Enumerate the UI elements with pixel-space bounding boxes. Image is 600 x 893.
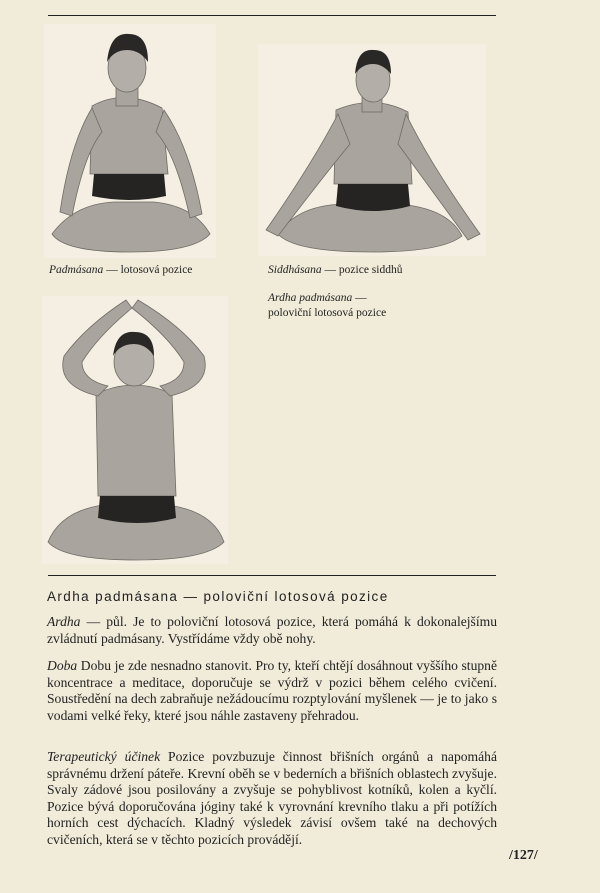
ardha-caption bbox=[268, 291, 386, 321]
ardha-desc: — bbox=[352, 292, 367, 304]
paragraph-ardha bbox=[47, 614, 497, 647]
paragraph-terapeuticky-ucinek bbox=[47, 749, 497, 849]
section-rule bbox=[48, 575, 496, 576]
ardha-padmasana-photo bbox=[42, 296, 228, 564]
ardha-term: Ardha padmásana bbox=[268, 292, 353, 304]
paragraph-text: Dobu je zde nesnadno stanovit. Pro ty, kteří chtějí dosáhnout vyššího stupně koncentrace a meditace, doporučuje se výdrž v pozici během celého cvičení. Soustředění na dech zabraňuje nežádoucímu rozptylování myšlenek — je to jako s vodami velké řeky, které jsou náhle zastaveny přehradou. bbox=[47, 658, 497, 723]
siddhasana-photo bbox=[258, 44, 486, 256]
top-rule bbox=[48, 15, 496, 16]
paragraph-term: Doba bbox=[47, 658, 78, 673]
siddhasana-desc: — pozice siddhů bbox=[321, 264, 403, 276]
paragraph-term: Terapeutický účinek bbox=[47, 749, 161, 764]
siddhasana-term: Siddhásana bbox=[268, 264, 322, 276]
section-title: Ardha padmásana — poloviční lotosová pozice bbox=[47, 589, 389, 604]
siddhasana-caption bbox=[268, 263, 402, 278]
padmasana-term: Padmásana bbox=[49, 264, 104, 276]
ardha-desc-line2: poloviční lotosová pozice bbox=[268, 307, 387, 319]
padmasana-caption bbox=[49, 263, 192, 278]
paragraph-text: Pozice povzbuzuje činnost břišních orgánů a napomáhá správnému držení páteře. Krevní oběh se v bederních a břišních oblastech zvyšuje. Svaly zádové jsou posilovány a zvyšuje se pohyblivost kotníků, kolen a kyčlí. Pozice bývá doporučována jóginy také k vyrovnání krevního tlaku a při potížích horních cest dýchacích. Kladný výsledek závisí ovšem také na dechových cvičeních, která se v těchto pozicích provádějí. bbox=[47, 749, 497, 847]
paragraph-term: Ardha bbox=[47, 614, 81, 629]
page-number: /127/ bbox=[509, 848, 538, 863]
padmasana-photo bbox=[44, 24, 216, 258]
padmasana-desc: — lotosová pozice bbox=[103, 264, 193, 276]
paragraph-text: — půl. Je to poloviční lotosová pozice, která pomáhá k dokonalejšímu zvládnutí padmásany. Vystřídáme vždy obě nohy. bbox=[47, 614, 497, 646]
paragraph-doba bbox=[47, 658, 497, 724]
